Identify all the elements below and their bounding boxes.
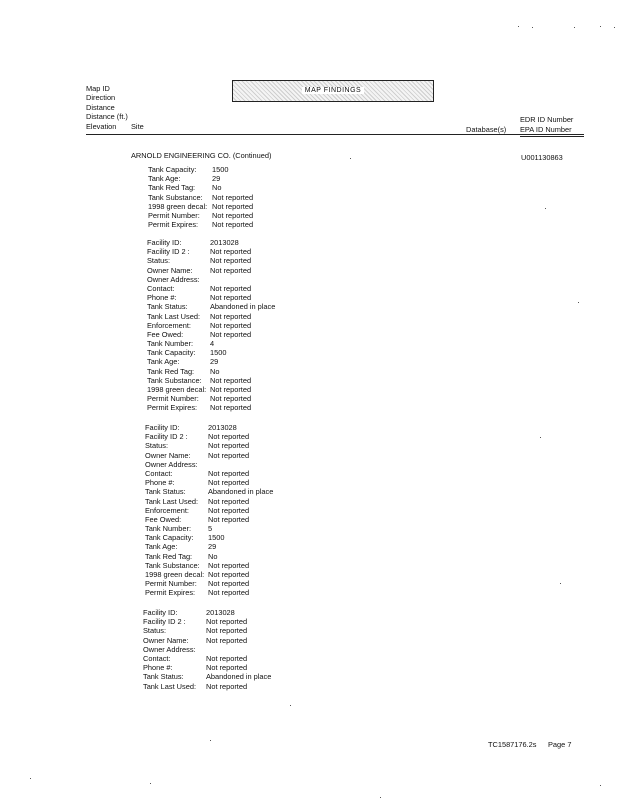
field-value: 29 [208, 542, 217, 552]
field-value: No [208, 551, 218, 561]
field-label: Tank Age: [148, 174, 181, 184]
field-label: Tank Capacity: [147, 348, 196, 358]
field-label: Owner Address: [147, 274, 200, 284]
field-value: Not reported [206, 653, 248, 663]
direction-label: Direction [86, 93, 116, 103]
field-label: Permit Expires: [147, 403, 198, 413]
scan-speck [578, 302, 579, 303]
distance-label: Distance [86, 102, 115, 112]
field-value: Not reported [206, 635, 248, 645]
field-value: Not reported [210, 385, 252, 394]
field-label: Tank Capacity: [145, 533, 194, 543]
scan-speck [210, 740, 211, 741]
field-label: Facility ID: [147, 238, 182, 247]
field-value: 2013028 [210, 238, 239, 247]
field-label: Tank Substance: [145, 560, 200, 570]
field-value: No [212, 183, 222, 193]
field-label: Status: [145, 441, 169, 451]
field-value: 5 [208, 524, 213, 534]
field-value: Not reported [210, 311, 252, 321]
field-label: Phone #: [145, 478, 175, 488]
edr-id-label: EDR ID Number [520, 115, 574, 124]
field-label: Tank Red Tag: [148, 183, 196, 193]
map-findings-banner [232, 80, 434, 102]
field-label: Contact: [145, 468, 173, 478]
scan-speck [532, 27, 533, 28]
field-value: 1500 [208, 533, 225, 543]
field-label: Owner Address: [145, 459, 198, 469]
field-value: Not reported [208, 441, 250, 451]
field-value: Not reported [210, 329, 252, 339]
field-value: Not reported [212, 210, 254, 220]
site-label: Site [131, 122, 144, 131]
field-label: Tank Red Tag: [145, 551, 193, 561]
page-number: Page 7 [548, 740, 572, 749]
field-value: Not reported [208, 588, 250, 598]
field-value: Not reported [212, 201, 254, 211]
field-label: Owner Name: [147, 265, 193, 275]
field-label: Tank Last Used: [143, 681, 196, 691]
field-value: Not reported [210, 256, 252, 266]
field-value: Not reported [208, 496, 250, 506]
field-value: Not reported [210, 265, 252, 275]
field-label: 1998 green decal: [145, 570, 205, 579]
distance-ft-label: Distance (ft.) [86, 112, 128, 122]
database-label: Database(s) [466, 125, 507, 134]
field-label: Tank Last Used: [147, 311, 200, 321]
field-value: 1500 [212, 165, 229, 174]
field-label: Facility ID 2 : [143, 617, 186, 627]
header-labels [86, 84, 128, 131]
field-value: Not reported [206, 617, 248, 627]
field-label: Contact: [147, 283, 175, 293]
field-label: Tank Status: [143, 672, 184, 682]
field-value: Not reported [206, 626, 248, 636]
field-value: 29 [212, 174, 221, 184]
scan-speck [600, 26, 601, 27]
field-label: Tank Number: [145, 524, 192, 534]
field-label: Phone #: [143, 663, 173, 673]
field-label: Tank Substance: [147, 375, 202, 385]
scan-speck [518, 26, 519, 27]
field-label: Tank Status: [145, 487, 186, 497]
field-label: Phone #: [147, 293, 177, 303]
field-label: Tank Capacity: [148, 165, 197, 174]
field-value: Abandoned in place [210, 302, 276, 312]
field-label: Enforcement: [145, 505, 189, 515]
field-value: Not reported [208, 560, 250, 570]
scan-speck [350, 158, 351, 159]
field-label: Tank Age: [147, 357, 180, 367]
field-value: No [210, 366, 220, 376]
field-label: Facility ID 2 : [147, 247, 190, 257]
banner-title: MAP FINDINGS [302, 87, 364, 94]
field-value: 2013028 [206, 608, 235, 617]
site-name: ARNOLD ENGINEERING CO. (Continued) [131, 151, 272, 160]
field-label: Permit Number: [148, 210, 200, 220]
doc-id: TC1587176.2s [488, 740, 537, 749]
field-value: 29 [210, 357, 219, 367]
field-value: Not reported [210, 394, 252, 404]
field-label: Tank Substance: [148, 192, 203, 202]
field-label: Tank Last Used: [145, 496, 198, 506]
field-value: Not reported [208, 514, 250, 524]
field-value: 1500 [210, 348, 227, 358]
field-label: Permit Expires: [148, 220, 199, 230]
field-value: Not reported [208, 432, 250, 442]
field-label: 1998 green decal: [148, 201, 208, 211]
field-value: Abandoned in place [208, 487, 274, 497]
field-value: Not reported [210, 283, 252, 293]
header-rule-right [520, 136, 584, 137]
field-value: Not reported [208, 579, 250, 589]
field-label: Permit Number: [147, 394, 199, 404]
field-value: Not reported [206, 681, 248, 691]
field-label: Permit Number: [145, 579, 197, 589]
field-value: Not reported [210, 247, 252, 257]
field-value: Not reported [208, 450, 250, 460]
field-label: Fee Owed: [145, 514, 182, 524]
scan-speck [290, 705, 291, 706]
header-rule [86, 134, 584, 135]
scan-speck [574, 27, 575, 28]
field-value: Not reported [208, 505, 250, 515]
field-label: Contact: [143, 653, 171, 663]
elevation-label: Elevation [86, 121, 117, 131]
field-label: Facility ID: [143, 608, 178, 617]
epa-id-label: EPA ID Number [520, 125, 572, 134]
scan-speck [560, 583, 561, 584]
field-label: Owner Name: [143, 635, 189, 645]
field-value: Not reported [210, 293, 252, 303]
field-value: Not reported [208, 468, 250, 478]
scan-speck [150, 783, 151, 784]
field-value: Not reported [208, 478, 250, 488]
map-id-label: Map ID [86, 84, 110, 93]
field-value: Not reported [212, 220, 254, 230]
scan-speck [545, 208, 546, 209]
field-value: Not reported [208, 570, 250, 579]
field-label: Tank Status: [147, 302, 188, 312]
edr-id-value: U001130863 [521, 153, 563, 162]
field-label: Status: [147, 256, 171, 266]
field-value: Not reported [210, 320, 252, 330]
field-label: Facility ID 2 : [145, 432, 188, 442]
field-value: Not reported [210, 375, 252, 385]
field-label: Tank Number: [147, 339, 194, 349]
field-value: Not reported [206, 663, 248, 673]
field-label: Tank Red Tag: [147, 366, 195, 376]
scan-speck [614, 27, 615, 28]
scan-speck [380, 797, 381, 798]
field-label: Facility ID: [145, 423, 180, 432]
field-label: Status: [143, 626, 167, 636]
field-label: Fee Owed: [147, 329, 184, 339]
field-label: Enforcement: [147, 320, 191, 330]
scan-speck [30, 778, 31, 779]
field-label: Tank Age: [145, 542, 178, 552]
scan-speck [600, 785, 601, 786]
field-label: Permit Expires: [145, 588, 196, 598]
field-value: 2013028 [208, 423, 237, 432]
field-label: Owner Address: [143, 644, 196, 654]
scan-speck [540, 437, 541, 438]
field-label: 1998 green decal: [147, 385, 207, 394]
field-value: Abandoned in place [206, 672, 272, 682]
field-value: Not reported [212, 192, 254, 202]
field-label: Owner Name: [145, 450, 191, 460]
field-value: 4 [210, 339, 215, 349]
field-value: Not reported [210, 403, 252, 413]
